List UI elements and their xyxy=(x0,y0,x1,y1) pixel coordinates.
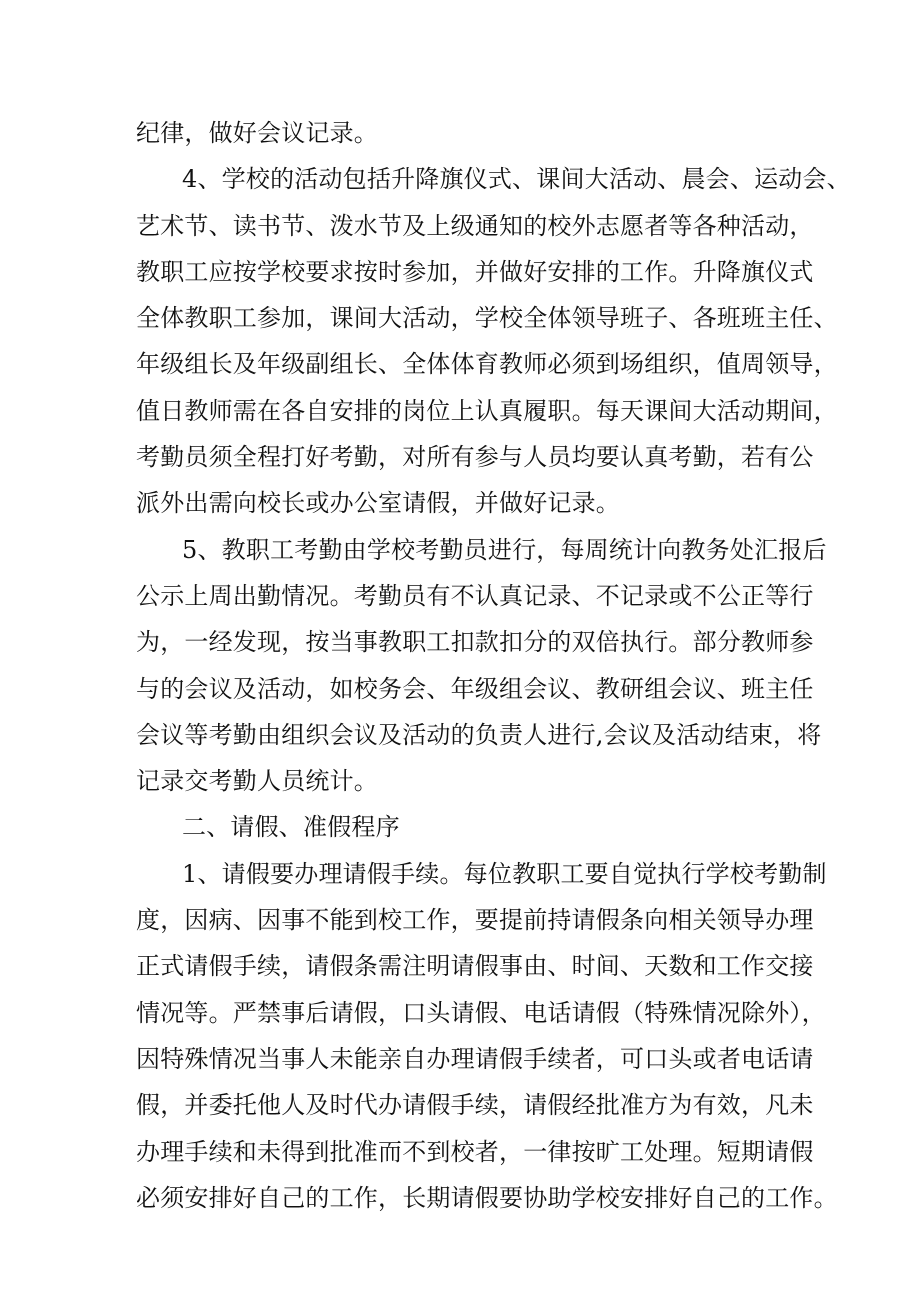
text-line: 假，并委托他人及时代办请假手续，请假经批准方为有效，凡未 xyxy=(136,1091,814,1120)
text-line: 度，因病、因事不能到校工作，要提前持请假条向相关领导办理 xyxy=(136,906,814,935)
text-line: 全体教职工参加，课间大活动，学校全体领导班子、各班班主任、 xyxy=(136,304,838,333)
section-heading: 二、请假、准假程序 xyxy=(182,813,400,842)
text-line: 记录交考勤人员统计。 xyxy=(136,767,378,796)
text-line: 艺术节、读书节、泼水节及上级通知的校外志愿者等各种活动， xyxy=(136,211,814,240)
text-line: 值日教师需在各自安排的岗位上认真履职。每天课间大活动期间， xyxy=(136,396,838,425)
text-line: 因特殊情况当事人未能亲自办理请假手续者，可口头或者电话请 xyxy=(136,1044,814,1073)
text-line: 年级组长及年级副组长、全体体育教师必须到场组织，值周领导， xyxy=(136,350,838,379)
text-line: 办理手续和未得到批准而不到校者，一律按旷工处理。短期请假 xyxy=(136,1137,814,1166)
text-line: 派外出需向校长或办公室请假，并做好记录。 xyxy=(136,489,620,518)
text-line: 纪律，做好会议记录。 xyxy=(136,119,378,147)
text-line: 为，一经发现，按当事教职工扣款扣分的双倍执行。部分教师参 xyxy=(136,628,814,657)
text-line: 公示上周出勤情况。考勤员有不认真记录、不记录或不公正等行 xyxy=(136,581,814,610)
text-line: 教职工应按学校要求按时参加，并做好安排的工作。升降旗仪式 xyxy=(136,257,814,286)
paragraph-start-line: 1、请假要办理请假手续。每位教职工要自觉执行学校考勤制 xyxy=(182,859,827,888)
paragraph-start-line: 5、教职工考勤由学校考勤员进行，每周统计向教务处汇报后 xyxy=(182,535,827,564)
text-line: 正式请假手续，请假条需注明请假事由、时间、天数和工作交接 xyxy=(136,952,814,981)
text-line: 与的会议及活动，如校务会、年级组会议、教研组会议、班主任 xyxy=(136,674,814,703)
text-line: 必须安排好自己的工作，长期请假要协助学校安排好自己的工作。 xyxy=(136,1183,838,1212)
text-line: 考勤员须全程打好考勤，对所有参与人员均要认真考勤，若有公 xyxy=(136,443,814,472)
text-line: 情况等。严禁事后请假，口头请假、电话请假（特殊情况除外）， xyxy=(136,998,826,1027)
text-line: 会议等考勤由组织会议及活动的负责人进行,会议及活动结束，将 xyxy=(136,720,822,749)
paragraph-start-line: 4、学校的活动包括升降旗仪式、课间大活动、晨会、运动会、 xyxy=(182,165,851,194)
